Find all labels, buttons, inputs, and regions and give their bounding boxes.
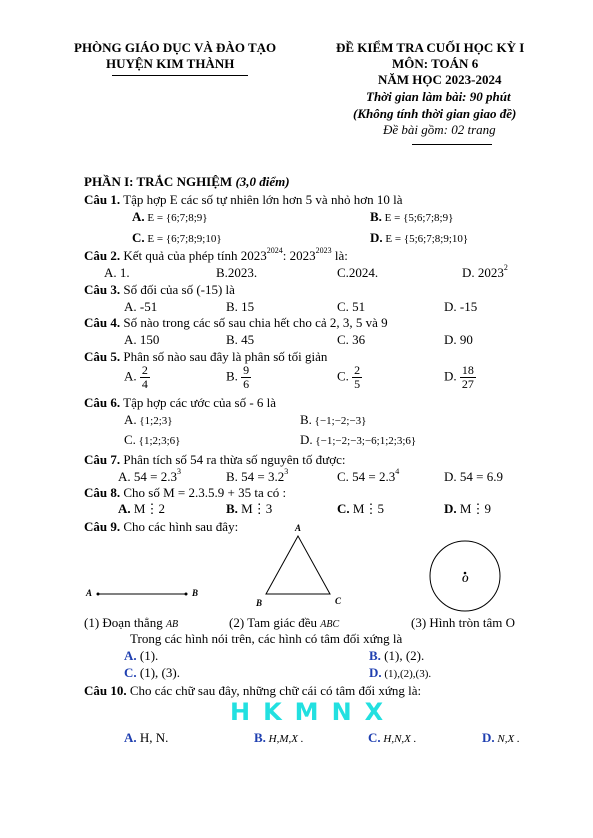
q8-option-a[interactable] [118,501,165,517]
option-text: H,M,X . [265,733,304,745]
question-text: Kết quả của phép tính 2023 [120,248,267,263]
option-key: D. [300,432,313,447]
question-1 [84,192,402,208]
option-key: D. [444,501,457,516]
section-points: (3,0 điểm) [235,174,290,189]
q6-option-d[interactable] [300,432,416,448]
q7-option-b[interactable] [226,469,288,485]
question-label: Câu 10. [84,683,127,698]
question-text-end: là: [331,248,348,263]
question-5 [84,349,327,365]
q2-option-c[interactable]: C.2024. [337,265,379,280]
option-text: M⋮5 [349,501,384,516]
fraction [241,364,251,391]
option-text: M⋮9 [456,501,491,516]
section-title [84,174,290,190]
option-text: {1;2;3;6} [138,435,181,447]
exponent: 3 [176,467,181,476]
point-b [185,593,188,596]
option-text: B. 54 = 3.2 [226,469,285,484]
option-key: D. [370,230,383,245]
q10-option-b[interactable] [254,730,304,746]
q4-option-d[interactable]: D. 90 [444,332,473,347]
exponent: 4 [395,467,400,476]
option-key: A. [124,368,137,384]
q7-option-d[interactable]: D. 54 = 6.9 [444,469,503,484]
time-note: (Không tính thời gian giao đề) [353,106,517,121]
option-text: E = {5;6;7;8;9;10} [385,233,469,245]
q6-option-b[interactable] [300,412,366,428]
option-key: C. [124,432,136,447]
exponent: 3 [284,467,289,476]
option-key: C. [368,730,381,745]
time-allowed: Thời gian làm bài: 90 phút [366,89,511,104]
exam-title: ĐỀ KIỂM TRA CUỐI HỌC KỲ I [336,40,525,55]
option-text: (1), (2). [380,648,425,663]
option-key: C. [124,665,137,680]
q1-option-b[interactable] [370,209,453,225]
option-key: A. [118,501,131,516]
question-3 [84,282,235,298]
question-text: Phân số nào sau đây là phân số tối giản [120,349,328,364]
option-text: H,N,X . [380,733,417,745]
question-label: Câu 5. [84,349,121,364]
option-text: H, N. [136,730,169,745]
question-label: Câu 8. [84,485,121,500]
exponent: 2023 [315,246,332,255]
question-text: Số đối của số (-15) là [120,282,235,297]
fraction [352,364,362,391]
numerator: 18 [461,363,474,377]
option-key: C. [337,501,350,516]
header-underline-right [412,144,492,145]
label-triangle-c: C [335,596,342,606]
q8-option-b[interactable] [226,501,272,517]
q2-option-a[interactable]: A. 1. [104,265,130,280]
caption-text: (1) Đoạn thẳng [84,615,166,630]
label-triangle-b: B [256,598,263,608]
q2-option-b[interactable]: B.2023. [216,265,258,280]
option-key: B. [254,730,266,745]
option-key: D. [444,368,457,384]
question-4 [84,315,388,331]
q6-option-a[interactable] [124,412,173,428]
q7-option-a[interactable] [118,469,181,485]
q4-option-a[interactable]: A. 150 [124,332,160,347]
option-text: M⋮3 [237,501,273,516]
question-2 [84,248,348,264]
option-key: B. [226,501,238,516]
question-text: Phân tích số 54 ra thừa số nguyên tố được: [120,452,346,467]
q3-option-a[interactable]: A. -51 [124,299,158,314]
denominator: 5 [354,377,361,391]
option-text: {−1;−2;−3;−6;1;2;3;6} [315,435,417,447]
option-key: A. [124,412,137,427]
question-label: Câu 1. [84,192,121,207]
question-text: Cho số M = 2.3.5.9 + 35 ta có : [120,485,287,500]
q9-figures [80,520,540,612]
page-count: Đề bài gồm: 02 trang [383,122,496,137]
letters-hkmnx: HKMNX [230,698,397,726]
option-text: E = {5;6;7;8;9} [384,212,454,224]
option-key: D. [482,730,495,745]
caption-text: (2) Tam giác đều [229,615,321,630]
option-text: C. 54 = 2.3 [337,469,396,484]
exponent: 2 [503,263,508,272]
denominator: 4 [141,377,148,391]
q3-option-c[interactable]: C. 51 [337,299,366,314]
q8-option-c[interactable] [337,501,384,517]
option-text: M⋮2 [130,501,165,516]
option-key: A. [132,209,145,224]
q5-option-d[interactable] [444,364,476,391]
q6-option-c[interactable] [124,432,180,448]
q4-option-c[interactable]: C. 36 [337,332,366,347]
question-label: Câu 9. [84,519,121,534]
numerator: 9 [243,363,250,377]
option-key: C. [337,368,349,384]
q8-option-d[interactable] [444,501,491,517]
option-key: D. [369,665,382,680]
question-label: Câu 4. [84,315,121,330]
label-a: A [86,588,93,598]
question-text: Cho các hình sau đây: [120,519,239,534]
option-key: A. [124,648,137,663]
department-name: PHÒNG GIÁO DỤC VÀ ĐÀO TẠO [74,40,277,55]
option-text: D. 2023 [462,265,504,280]
option-text: (1),(2),(3). [381,668,432,680]
question-text-mid: : 2023 [282,248,316,263]
question-label: Câu 7. [84,452,121,467]
question-text: Cho các chữ sau đây, những chữ cái có tâm đối xứng là: [126,683,422,698]
q5-option-c[interactable] [337,364,362,391]
fraction [140,364,150,391]
q3-option-d[interactable]: D. -15 [444,299,478,314]
figure-1-caption [84,615,178,631]
point-a [97,593,100,596]
question-8 [84,485,286,501]
option-key: B. [370,209,382,224]
label-b: B [192,588,199,598]
option-text: E = {6;7;8;9;10} [147,233,222,245]
label-o: O [462,574,469,584]
figure-3-caption: (3) Hình tròn tâm O [411,615,515,630]
q5-option-a[interactable] [124,364,150,391]
subject: MÔN: TOÁN 6 [392,56,479,71]
option-text: {1;2;3} [139,415,173,427]
q10-option-c[interactable] [368,730,416,746]
label-triangle-a: A [295,523,302,533]
option-key: C. [132,230,145,245]
figure-2-caption [229,615,339,631]
numerator: 2 [354,363,361,377]
q4-option-b[interactable]: B. 45 [226,332,255,347]
equilateral-triangle [266,536,330,594]
question-7 [84,452,345,468]
district-name: HUYỆN KIM THÀNH [106,56,235,71]
question-label: Câu 3. [84,282,121,297]
q5-option-b[interactable] [226,364,251,391]
option-text: {−1;−2;−3} [314,415,367,427]
question-text: Tập hợp E các số tự nhiên lớn hơn 5 và nhỏ hơn 10 là [120,192,403,207]
caption-var: AB [165,619,179,630]
q9-option-d[interactable] [369,665,431,681]
header-underline-left [112,75,248,76]
q10-option-a[interactable] [124,730,168,746]
section-title-text: PHẦN I: TRẮC NGHIỆM [84,174,236,189]
q9-option-a[interactable] [124,648,158,664]
q9-option-c[interactable] [124,665,180,681]
fraction [460,364,476,391]
question-text: Tập hợp các ước của số - 6 là [120,395,277,410]
school-year: NĂM HỌC 2023-2024 [378,72,502,87]
option-key: B. [300,412,312,427]
option-text: N,X . [494,733,520,745]
q1-option-a[interactable] [132,209,208,225]
option-text: E = {6;7;8;9} [147,212,208,224]
denominator: 6 [243,377,250,391]
question-label: Câu 6. [84,395,121,410]
option-text: A. 54 = 2.3 [118,469,177,484]
q3-option-b[interactable]: B. 15 [226,299,255,314]
option-text: (1), (3). [136,665,180,680]
q10-option-d[interactable] [482,730,520,746]
question-text: Số nào trong các số sau chia hết cho cả 2, 3, 5 và 9 [120,315,388,330]
q1-option-d[interactable] [370,230,468,246]
option-text: (1). [136,648,159,663]
caption-var: ABC [320,619,340,630]
question-10 [84,683,421,699]
exponent: 2024 [266,246,283,255]
denominator: 27 [461,377,474,391]
option-key: B. [226,368,238,384]
q9-prompt: Trong các hình nói trên, các hình có tâm đối xứng là [130,631,403,646]
q2-option-d[interactable] [462,265,508,281]
numerator: 2 [141,363,148,377]
q1-option-c[interactable] [132,230,222,246]
q7-option-c[interactable] [337,469,399,485]
option-key: A. [124,730,137,745]
option-key: B. [369,648,381,663]
q9-option-b[interactable] [369,648,424,664]
question-6 [84,395,276,411]
question-label: Câu 2. [84,248,121,263]
